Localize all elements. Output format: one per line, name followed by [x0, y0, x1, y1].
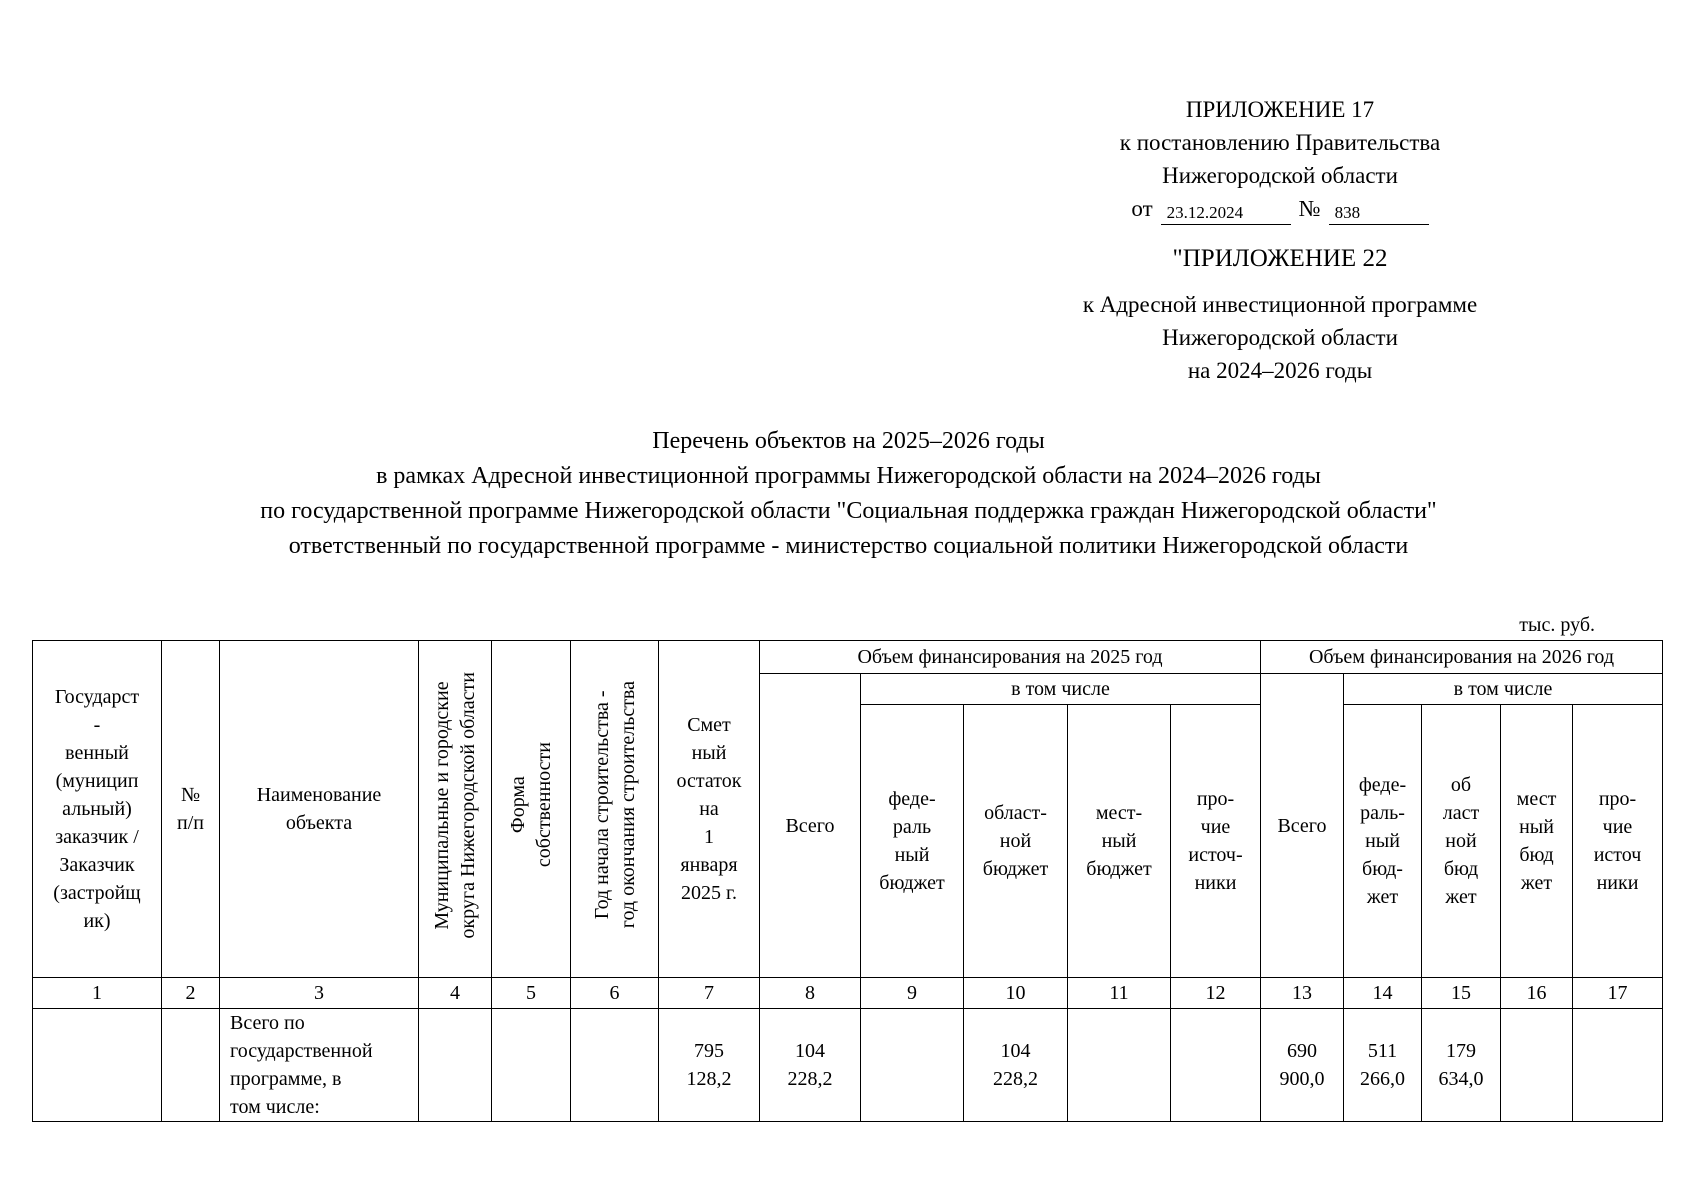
- header-funding-2026: Объем финансирования на 2026 год: [1261, 641, 1663, 674]
- column-number: 2: [162, 978, 220, 1009]
- title-line2: в рамках Адресной инвестиционной программы Нижегородской области на 2024–2026 годы: [376, 463, 1321, 489]
- header-ownership: Форма собственности: [507, 742, 555, 868]
- header-remainder: Смет ный остаток на 1 января 2025 г.: [659, 641, 760, 978]
- header-regional-2026: об ласт ной бюд жет: [1422, 705, 1501, 978]
- column-number: 8: [760, 978, 861, 1009]
- column-number: 5: [492, 978, 571, 1009]
- header-total-2026: Всего: [1261, 674, 1344, 978]
- header-local-2026: мест ный бюд жет: [1501, 705, 1573, 978]
- header-other-2025: про- чие источ- ники: [1171, 705, 1261, 978]
- column-number: 17: [1573, 978, 1663, 1009]
- date-field: 23.12.2024: [1161, 202, 1291, 225]
- date-number-line: [1020, 192, 1540, 225]
- cell-local-2026: [1501, 1009, 1573, 1122]
- column-number: 14: [1344, 978, 1422, 1009]
- cell-total-2026: 690 900,0: [1261, 1009, 1344, 1122]
- cell-local-2025: [1068, 1009, 1171, 1122]
- column-number-row: [33, 978, 1663, 1009]
- column-number: 13: [1261, 978, 1344, 1009]
- header-municipal: Муниципальные и городские округа Нижегородской области: [431, 671, 479, 939]
- header-local-2025: мест- ный бюджет: [1068, 705, 1171, 978]
- number-label: №: [1298, 196, 1321, 221]
- cell-municipal: [419, 1009, 492, 1122]
- appendix-22-line4: на 2024–2026 годы: [1187, 358, 1373, 383]
- cell-name: Всего по государственной программе, в том числе:: [220, 1009, 419, 1122]
- header-other-2026: про- чие источ ники: [1573, 705, 1663, 978]
- title-line4: ответственный по государственной программе - министерство социальной политики Нижегородской области: [288, 533, 1409, 559]
- cell-ownership: [492, 1009, 571, 1122]
- appendix-22-line3: Нижегородской области: [1162, 325, 1398, 350]
- cell-regional-2025: 104 228,2: [964, 1009, 1068, 1122]
- column-number: 10: [964, 978, 1068, 1009]
- column-number: 6: [571, 978, 659, 1009]
- title-line1: Перечень объектов на 2025–2026 годы: [652, 428, 1045, 454]
- appendix-17-title: ПРИЛОЖЕНИЕ 17: [1185, 97, 1375, 122]
- cell-federal-2026: 511 266,0: [1344, 1009, 1422, 1122]
- header-regional-2025: област- ной бюджет: [964, 705, 1068, 978]
- funding-table: [32, 640, 1663, 1122]
- cell-number: [162, 1009, 220, 1122]
- header-federal-2026: феде- раль- ный бюд- жет: [1344, 705, 1422, 978]
- column-number: 12: [1171, 978, 1261, 1009]
- header-municipal-cell: [419, 641, 492, 978]
- header-federal-2025: феде- раль ный бюджет: [861, 705, 964, 978]
- header-total-2025: Всего: [760, 674, 861, 978]
- number-field: 838: [1329, 202, 1429, 225]
- appendix-22-line2: к Адресной инвестиционной программе: [1082, 292, 1478, 317]
- document-title: [0, 424, 1697, 564]
- header-ownership-cell: [492, 641, 571, 978]
- header-number: № п/п: [162, 641, 220, 978]
- header-years-cell: [571, 641, 659, 978]
- appendix-22-block: [1020, 288, 1540, 387]
- from-label: от: [1131, 196, 1153, 221]
- header-funding-2025: Объем финансирования на 2025 год: [760, 641, 1261, 674]
- appendix-22-title: "ПРИЛОЖЕНИЕ 22: [1172, 245, 1388, 272]
- header-incl-2026: в том числе: [1344, 674, 1663, 705]
- cell-remainder: 795 128,2: [659, 1009, 760, 1122]
- cell-years: [571, 1009, 659, 1122]
- cell-total-2025: 104 228,2: [760, 1009, 861, 1122]
- title-line3: по государственной программе Нижегородской области "Социальная поддержка граждан Нижегородской области": [260, 498, 1437, 524]
- column-number: 16: [1501, 978, 1573, 1009]
- column-number: 3: [220, 978, 419, 1009]
- header-years: Год начала строительства - год окончания строительства: [590, 681, 639, 929]
- column-number: 9: [861, 978, 964, 1009]
- column-number: 7: [659, 978, 760, 1009]
- appendix-17-line2: к постановлению Правительства: [1119, 130, 1441, 155]
- column-number: 11: [1068, 978, 1171, 1009]
- cell-other-2026: [1573, 1009, 1663, 1122]
- header-row-1: [33, 641, 1663, 674]
- header-customer: Государст - венный (муницип альный) заказчик / Заказчик (застройщ ик): [33, 641, 162, 978]
- appendix-17-line3: Нижегородской области: [1162, 163, 1398, 188]
- cell-other-2025: [1171, 1009, 1261, 1122]
- cell-customer: [33, 1009, 162, 1122]
- cell-federal-2025: [861, 1009, 964, 1122]
- column-number: 4: [419, 978, 492, 1009]
- units-label: тыс. руб.: [1519, 614, 1595, 636]
- header-incl-2025: в том числе: [861, 674, 1261, 705]
- table-row: [33, 1009, 1663, 1122]
- column-number: 15: [1422, 978, 1501, 1009]
- header-name: Наименование объекта: [220, 641, 419, 978]
- cell-regional-2026: 179 634,0: [1422, 1009, 1501, 1122]
- column-number: 1: [33, 978, 162, 1009]
- appendix-17-block: [1020, 93, 1540, 225]
